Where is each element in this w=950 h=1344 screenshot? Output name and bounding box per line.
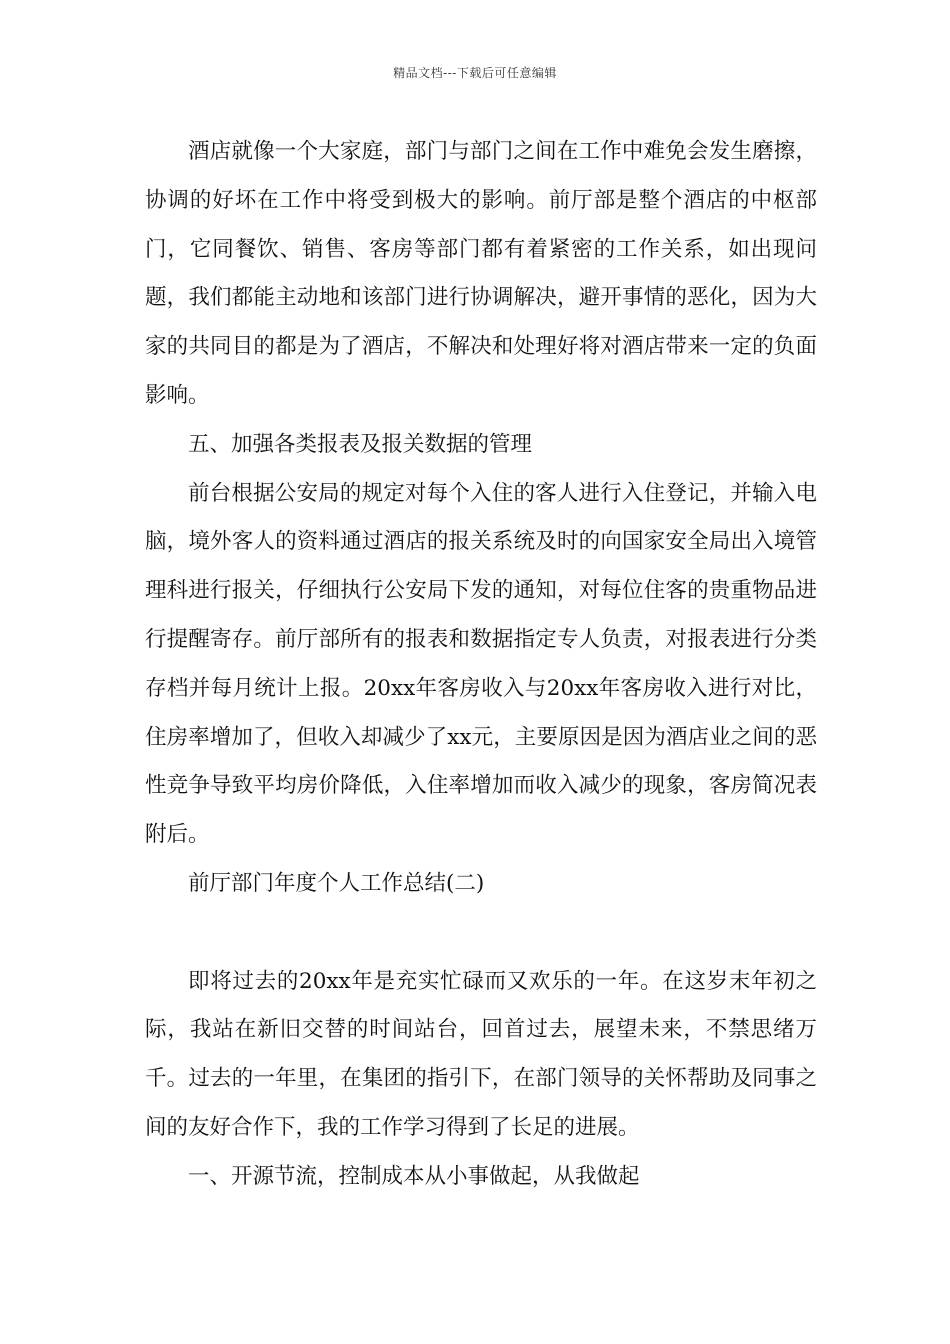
paragraph-registration: 前台根据公安局的规定对每个入住的客人进行入住登记，并输入电脑，境外客人的资料通过酒店的报关系统及时的向国家安全局出入境管理科进行报关，仔细执行公安局下发的通知，对每位住客的贵重物品进行提醒寄存。前厅部所有的报表和数据指定专人负责，对报表进行分类存档并每月统计上报。20xx年客房收入与20xx年客房收入进行对比，住房率增加了，但收入却减少了xx元，主要原因是因为酒店业之间的恶性竞争导致平均房价降低，入住率增加而收入减少的现象，客房简况表附后。 <box>145 480 817 848</box>
paragraph-coordination: 酒店就像一个大家庭，部门与部门之间在工作中难免会发生磨擦，协调的好坏在工作中将受到极大的影响。前厅部是整个酒店的中枢部门，它同餐饮、销售、客房等部门都有着紧密的工作关系，如出现问题，我们都能主动地和该部门进行协调解决，避开事情的恶化，因为大家的共同目的都是为了酒店，不解决和处理好将对酒店带来一定的负面影响。 <box>145 139 817 408</box>
blank-line <box>145 909 817 958</box>
document-subtitle: 前厅部门年度个人工作总结(二) <box>188 870 485 896</box>
section-heading-reports: 五、加强各类报表及报关数据的管理 <box>188 431 533 457</box>
page-header: 精品文档---下载后可任意编辑 <box>393 66 557 80</box>
paragraph-year-review: 即将过去的20xx年是充实忙碌而又欢乐的一年。在这岁末年初之际，我站在新旧交替的时间站台，回首过去，展望未来，不禁思绪万千。过去的一年里，在集团的指引下，在部门领导的关怀帮助及同事之间的友好合作下，我的工作学习得到了长足的进展。 <box>145 968 817 1140</box>
section-heading-cost-control: 一、开源节流，控制成本从小事做起，从我做起 <box>188 1163 640 1189</box>
document-body <box>145 128 817 1202</box>
